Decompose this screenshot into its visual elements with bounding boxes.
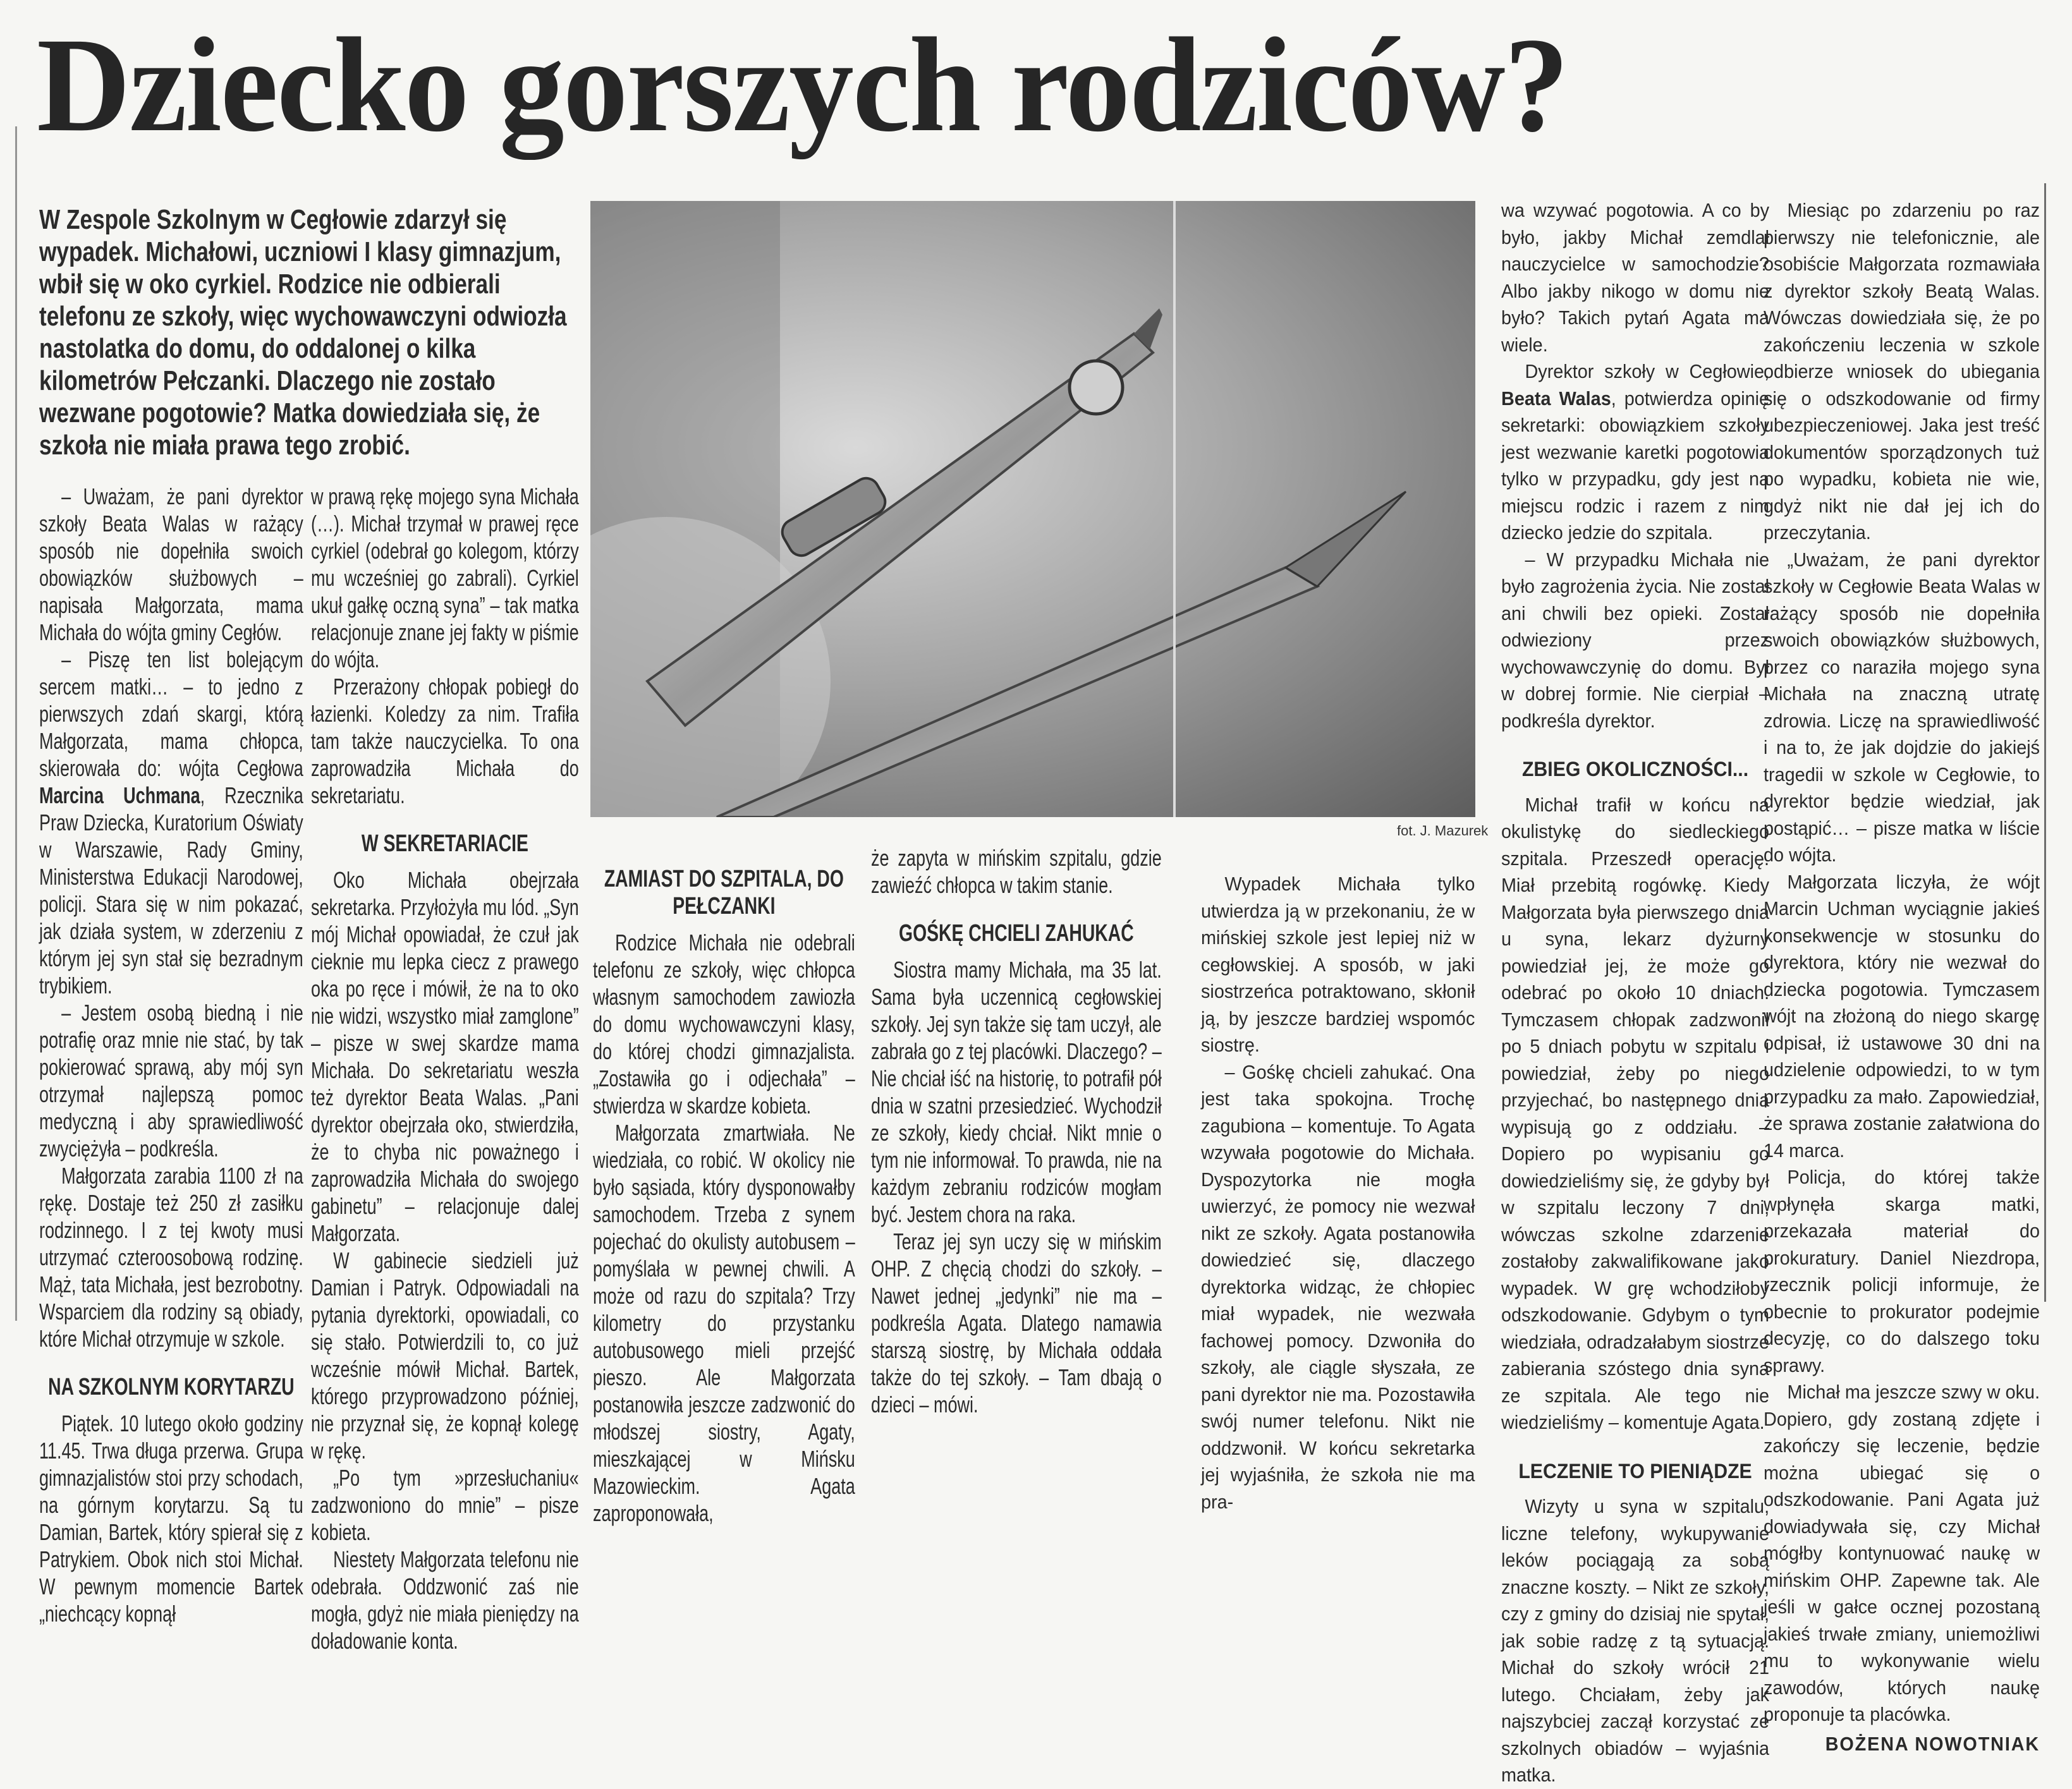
paragraph: Policja, do której także wpłynęła skarga matki, przekazała materiał do prokuratury. Daniel Niezdropa, rzecznik policji informuje, że obecnie to prokurator podejmie decyzję, co do dalszego toku sprawy. (1764, 1166, 2040, 1376)
paragraph: wa wzywać pogotowia. A co by było, jakby Michał zemdlał nauczycielce w samochodzie? Albo jakby nikogo w domu nie było? Takich pytań Agata ma wiele. (1501, 199, 1770, 356)
section-heading: GOŚKĘ CHCIELI ZAHUKAĆ (899, 920, 1134, 947)
article-headline: Dziecko gorszych rodziców? (37, 10, 1568, 160)
text-segment: Dyrektor szkoły w Cegłowie, (1525, 360, 1770, 382)
paragraph: – Jestem osobą biedną i nie potrafię oraz mnie nie stać, by tak pokierować sprawą, aby mój syn otrzymał najlepszą pomoc medyczną i aby sprawiedliwość zwyciężyła – podkreśla. (39, 1000, 303, 1161)
paragraph: Piątek. 10 lutego około godziny 11.45. Trwa długa przerwa. Grupa gimnazjalistów stoi przy schodach, na górnym korytarzu. Są tu Damian, Bartek, który spierał się z Patrykiem. Obok nich stoi Michał. W pewnym momencie Bartek „niechcący kopnął (39, 1410, 303, 1627)
paragraph: Małgorzata zarabia 1100 zł na rękę. Dostaje też 250 zł zasiłku rodzinnego. I z tej kwoty musi utrzymać czteroosobową rodzinę. Mąż, tata Michała, jest bezrobotny. Wsparciem dla rodziny są obiady, które Michał otrzymuje w szkole. (39, 1163, 303, 1352)
article-column-7 (1764, 197, 2040, 1757)
paragraph: Teraz jej syn uczy się w mińskim OHP. Z chęcią chodzi do szkoły. – Nawet jednej „jedynki” nie ma – podkreśla Agata. Dlatego namawia starszą siostrę, by Michała oddała także do tej szkoły. – Tam dbają o dzieci – mówi. (871, 1228, 1162, 1417)
paragraph: Wypadek Michała tylko utwierdza ją w przekonaniu, że w mińskiej szkole jest lepiej niż w cegłowskiej. A sposób, w jaki siostrzeńca potraktowano, skłonił ją, by jeszcze bardziej wspomóc siostrę. (1201, 873, 1475, 1056)
text-segment: , potwierdza opinię sekretarki: obowiązkiem szkoły jest wezwanie karetki pogotowia tylko w przypadku, gdy jest na miejscu rodzic i razem z nim dziecko jedzie do szpitala. (1501, 387, 1770, 543)
paragraph: Oko Michała obejrzała sekretarka. Przyłożyła mu lód. „Syn mój Michał opowiadał, że czuł jak cieknie mu lepka ciecz z prawego oka po ręce i mówił, że na to oko nie widzi, wszystko miał zamglone” – pisze w swej skardze mama Michała. Do sekretariatu weszła też dyrektor Beata Walas. „Pani dyrektor obejrzała oko, stwierdziła, że to chyba nic poważnego i zaprowadziła Michała do swojego gabinetu” – relacjonuje dalej Małgorzata. (311, 867, 579, 1246)
compass-image (590, 201, 1475, 817)
photo-seam (1173, 201, 1176, 817)
paragraph: „Po tym »przesłuchaniu« zadzwoniono do mnie” – pisze kobieta. (311, 1465, 579, 1545)
paragraph: W gabinecie siedzieli już Damian i Patryk. Odpowiadali na pytania dyrektorki, opowiadali, co się stało. Potwierdzili to, co już wcześnie mówił Michał. Bartek, którego przyprowadzono później, nie przyznał się, że kopnął kolegę w rękę. (311, 1247, 579, 1464)
photo-caption: fot. J. Mazurek (1397, 823, 1489, 839)
bold-name: Marcina Uchmana (39, 782, 200, 808)
paragraph: – Gośkę chcieli zahukać. Ona jest taka spokojna. Trochę zagubiona – komentuje. To Agata wzywała pogotowie do Michała. Dyspozytorka nie mogła uwierzyć, że pomocy nie wezwał nikt ze szkoły. Agata postanowiła dowiedzieć się, dlaczego dyrektorka widząc, że chłopiec miał wypadek, nie wezwała fachowej pomocy. Dzwoniła do szkoły, ale ciągle słyszała, ze pani dyrektor nie ma. Pozostawiła swój numer telefonu. Nikt nie oddzwonił. W końcu sekretarka jej wyjaśniła, że szkoła nie ma pra- (1201, 1060, 1475, 1513)
paragraph (39, 646, 303, 999)
section-heading: NA SZKOLNYM KORYTARZU (48, 1374, 295, 1400)
paragraph: Małgorzata liczyła, że wójt Marcin Uchman wyciągnie jakieś konsekwencje w stosunku do dyrektora, który nie wezwał do dziecka pogotowia. Tymczasem wójt na złożoną do niego skargę odpisał, iż ustawowe 30 dni na udzielenie odpowiedzi, to w tym przypadku za mało. Zapowiedział, że sprawa zostanie załatwiona do 14 marca. (1764, 870, 2040, 1161)
article-column-1 (39, 483, 303, 1627)
text-segment: , Rzecznika Praw Dziecka, Kuratorium Oświaty w Warszawie, Rady Gminy, Ministerstwa Edukacji Narodowej, policji. Stara się w nim pokazać, jak działa system, w zderzeniu z którym jej syn stał się bezradnym trybikiem. (39, 782, 303, 998)
paragraph: Wizyty u syna w szpitalu, liczne telefony, wykupywanie leków pociągają za sobą znaczne koszty. – Nikt ze szkoły, czy z gminy do dzisiaj nie spytał, jak sobie radzę z tą sytuacją. Michał do szkoły wrócił 21 lutego. Chciałam, żeby jak najszybciej zaczął korzystać ze szkolnych obiadów – wyjaśnia matka. (1501, 1495, 1770, 1786)
bold-name: Beata Walas (1501, 387, 1611, 409)
article-column-5 (1201, 871, 1475, 1515)
column-rule-left (15, 126, 17, 1321)
paragraph: Michał ma jeszcze szwy w oku. Dopiero, gdy zostaną zdjęte i zakończy się leczenie, będzie można ubiegać się o odszkodowanie. Pani Agata już dowiadywała się, czy Michał mógłby kontynuować naukę w mińskim OHP. Zapewne tak. Ale jeśli w gałce ocznej pozostaną jakieś trwałe zmiany, uniemożliwi mu to wykonywanie wielu zawodów, których naukę proponuje ta placówka. (1764, 1381, 2040, 1725)
section-heading: W SEKRETARIACIE (361, 830, 528, 857)
paragraph: Małgorzata zmartwiała. Ne wiedziała, co robić. W okolicy nie było sąsiada, który dysponowałby samochodem. Trzeba z synem pojechać do okulisty autobusem – pomyślała w pewnej chwili. A może od razu do szpitala? Trzy kilometry do przystanku autobusowego mieli przejść pieszo. Ale Małgorzata postanowiła jeszcze zadzwonić do młodszej siostry, Agaty, mieszkającej w Mińsku Mazowieckim. Agata zaproponowała, (593, 1120, 855, 1526)
article-lead: W Zespole Szkolnym w Cegłowie zdarzył się wypadek. Michałowi, uczniowi I klasy gimnazjum, wbił się w oko cyrkiel. Rodzice nie odbierali telefonu ze szkoły, więc wychowawczyni odwiozła nastolatka do domu, do oddalonej o kilka kilometrów Pełczanki. Dlaczego nie zostało wezwane pogotowie? Matka dowiedziała się, że szkoła nie miała prawa tego zrobić. (39, 204, 567, 461)
paragraph (1501, 358, 1769, 547)
column-rule-right (2044, 183, 2046, 1302)
paragraph: – W przypadku Michała nie było zagrożenia życia. Nie został ani chwili bez opieki. Został odwieziony przez wychowawczynię do domu. Był w dobrej formie. Nie cierpiał – podkreśla dyrektor. (1501, 548, 1770, 732)
text-segment: – Piszę ten list bolejącym sercem matki… – to jedno z pierwszych zdań skargi, którą Małgorzata, mama chłopca, skierowała do: wójta Cegłowa (39, 646, 303, 781)
section-heading: ZBIEG OKOLICZNOŚCI... (1521, 758, 1749, 780)
article-column-3 (593, 844, 855, 1527)
article-column-4 (871, 844, 1162, 1418)
paragraph: Michał trafił w końcu na okulistykę do siedleckiego szpitala. Przeszedł operację. Miał przebitą rogówkę. Kiedy Małgorzata była pierwszego dnia u syna, lekarz dyżurny powiedział jej, że może go odebrać po około 10 dniach. Tymczasem chłopak zadzwonił po 5 dniach pobytu w szpitalu i powiedział, żeby po niego przyjechać, bo następnego dnia wypisują go z oddziału. – Dopiero po wypisaniu go dowiedzieliśmy się, że gdyby był w szpitalu leczony 7 dni, wówczas szkolne zdarzenie zostałoby zakwalifikowane jako wypadek. W grę wchodziłoby odszkodowanie. Gdybym o tym wiedziała, odradzałabym siostrze zabierania szóstego dnia syna ze szpitala. Ale tego nie wiedzieliśmy – komentuje Agata. (1501, 793, 1770, 1433)
section-heading: LECZENIE TO PIENIĄDZE (1518, 1459, 1752, 1483)
paragraph: Siostra mamy Michała, ma 35 lat. Sama była uczennicą cegłowskiej szkoły. Jej syn także się tam uczył, ale zabrała go z tej placówki. Dlaczego? – Nie chciał iść na historię, to potrafił pół dnia w szatni przesiedzieć. Wychodził ze szkoły, kiedy chciał. Nikt mnie o tym nie informował. To prawda, nie na każdym zebraniu rodziców mogłam być. Jestem chora na raka. (871, 957, 1162, 1227)
article-photo (590, 201, 1475, 817)
article-column-6 (1501, 197, 1769, 1789)
author-byline: BOŻENA NOWOTNIAK (1825, 1732, 2040, 1755)
paragraph: Niestety Małgorzata telefonu nie odebrała. Oddzwonić zaś nie mogła, gdyż nie miała pieniędzy na doładowanie konta. (311, 1546, 579, 1654)
paragraph: Rodzice Michała nie odebrali telefonu ze szkoły, więc chłopca własnym samochodem zawiozła do domu wychowawczyni klasy, do której chodzi gimnazjalista. „Zostawiła go i odjechała” – stwierdza w skardze kobieta. (593, 930, 855, 1119)
paragraph: w prawą rękę mojego syna Michała (…). Michał trzymał w prawej ręce cyrkiel (odebrał go kolegom, którzy mu wcześniej go zabrali). Cyrkiel ukuł gałkę oczną syna” – tak matka relacjonuje znane jej fakty w piśmie do wójta. (311, 483, 579, 672)
article-column-2 (311, 483, 579, 1654)
paragraph: Miesiąc po zdarzeniu po raz pierwszy nie telefonicznie, ale osobiście Małgorzata rozmawiała z dyrektor szkoły Beatą Walas. Wówczas dowiedziała się, że po zakończeniu leczenia w szkole odbierze wniosek do ubiegania się o odszkodowanie od firmy ubezpieczeniowej. Jaka jest treść dokumentów sporządzonych tuż po wypadku, kobieta nie wie, gdyż nikt nie dał jej ich do przeczytania. (1764, 199, 2040, 543)
paragraph: – Uważam, że pani dyrektor szkoły Beata Walas w rażący sposób nie dopełniła swoich obowiązków służbowych – napisała Małgorzata, mama Michała do wójta gminy Cegłów. (39, 483, 303, 645)
paragraph: Przerażony chłopak pobiegł do łazienki. Koledzy za nim. Trafiła tam także nauczycielka. To ona zaprowadziła Michała do sekretariatu. (311, 674, 579, 808)
paragraph: „Uważam, że pani dyrektor szkoły w Cegłowie Beata Walas w rażący sposób nie dopełniła swoich obowiązków służbowych, przez co naraziła mojego syna Michała na znaczną utratę zdrowia. Liczę na sprawiedliwość i na to, że jak dojdzie do jakiejś tragedii w szkole w Cegłowie, to dyrektor będzie wiedział, jak postąpić… – pisze matka w liście do wójta. (1764, 548, 2040, 866)
section-heading: ZAMIAST DO SZPITALA, DO PEŁCZANKI (604, 866, 844, 919)
paragraph: że zapyta w mińskim szpitalu, gdzie zawieźć chłopca w takim stanie. (871, 845, 1162, 898)
